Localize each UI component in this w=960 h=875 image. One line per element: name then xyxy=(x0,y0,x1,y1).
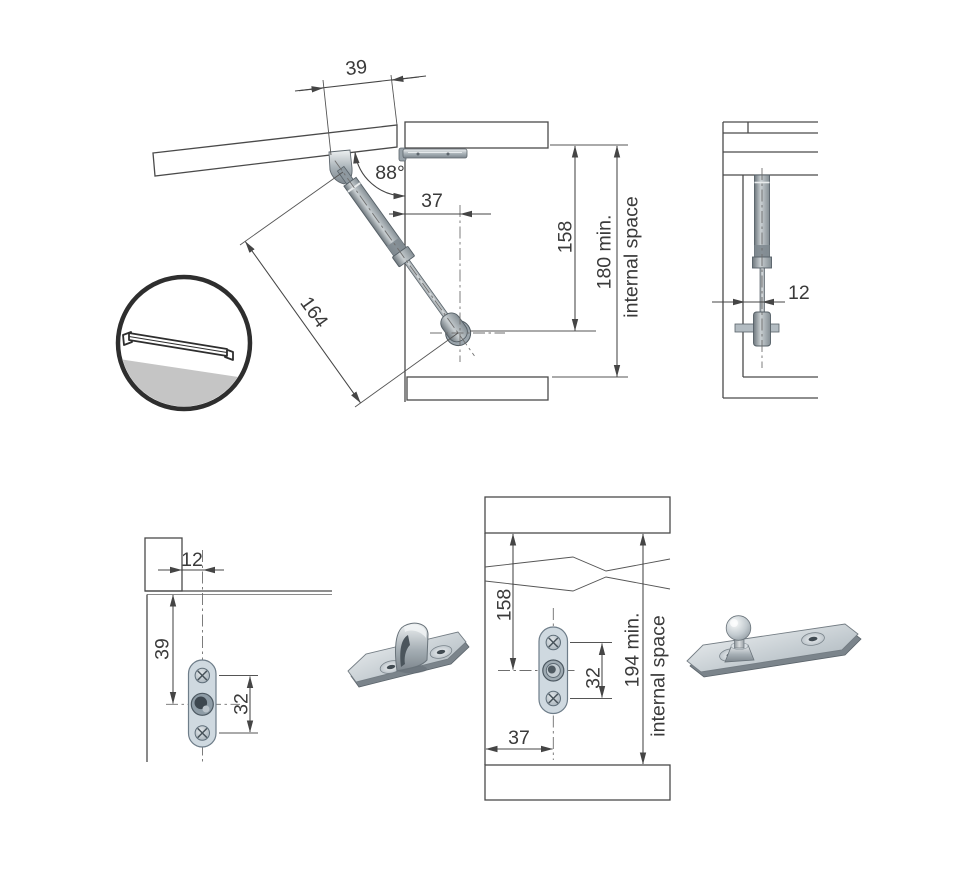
dim-32-right-label: 32 xyxy=(582,667,605,689)
dim-88-label: 88° xyxy=(375,162,405,184)
dimension-ball-offset-37 xyxy=(389,190,491,214)
dimension-depth-39 xyxy=(152,595,174,704)
bottom-panel-section xyxy=(485,765,670,800)
dim-194-label: 194 min. xyxy=(621,612,644,688)
screw-top xyxy=(195,668,209,682)
mounting-plate-ball-type xyxy=(539,627,568,714)
flap-panel-section xyxy=(153,125,397,176)
gas-strut-front xyxy=(735,168,779,368)
dimension-pitch-32-right xyxy=(570,643,612,699)
screw-bottom xyxy=(546,691,560,705)
dimension-edge-37 xyxy=(486,727,553,749)
screw-bottom xyxy=(195,726,209,740)
cabinet-top-section xyxy=(405,122,548,148)
internal-space-label-main: internal space xyxy=(620,196,643,318)
screw-top xyxy=(546,635,560,649)
cabinet-bottom-section xyxy=(407,377,548,400)
dim-12-drill-label: 12 xyxy=(181,549,203,571)
dimension-flap-offset-39 xyxy=(295,56,426,155)
dim-37-label: 37 xyxy=(421,190,443,212)
dim-39-drill-label: 39 xyxy=(151,638,174,660)
side-panel-section xyxy=(145,538,182,591)
mounting-plate-hook-type xyxy=(189,660,217,747)
dimension-depth-158 xyxy=(494,534,516,670)
dim-39-label: 39 xyxy=(344,55,369,81)
dimension-edge-12 xyxy=(158,549,224,571)
dimension-height-180-min xyxy=(552,146,643,377)
detail-inset xyxy=(112,277,258,420)
hook-bracket-isometric xyxy=(348,623,469,687)
dim-164-label: 164 xyxy=(295,292,333,333)
ball-bracket-isometric xyxy=(687,616,861,677)
drill-template-top-plate xyxy=(145,538,332,762)
dimension-min-194 xyxy=(622,534,670,764)
hook-hole xyxy=(191,693,213,715)
drill-template-side-plate xyxy=(485,497,670,800)
front-view xyxy=(712,122,818,398)
dim-12-front-label: 12 xyxy=(788,282,810,304)
dim-158-drill-label: 158 xyxy=(493,588,516,622)
dim-32-left-label: 32 xyxy=(230,693,253,715)
latch-bracket xyxy=(399,148,467,161)
dim-37-drill-label: 37 xyxy=(508,727,530,749)
internal-space-label-drill: internal space xyxy=(647,615,670,737)
top-panel-section xyxy=(485,497,670,533)
ball-stud-front xyxy=(543,660,564,681)
dim-158-label: 158 xyxy=(554,220,577,254)
dim-180-label: 180 min. xyxy=(593,214,616,290)
